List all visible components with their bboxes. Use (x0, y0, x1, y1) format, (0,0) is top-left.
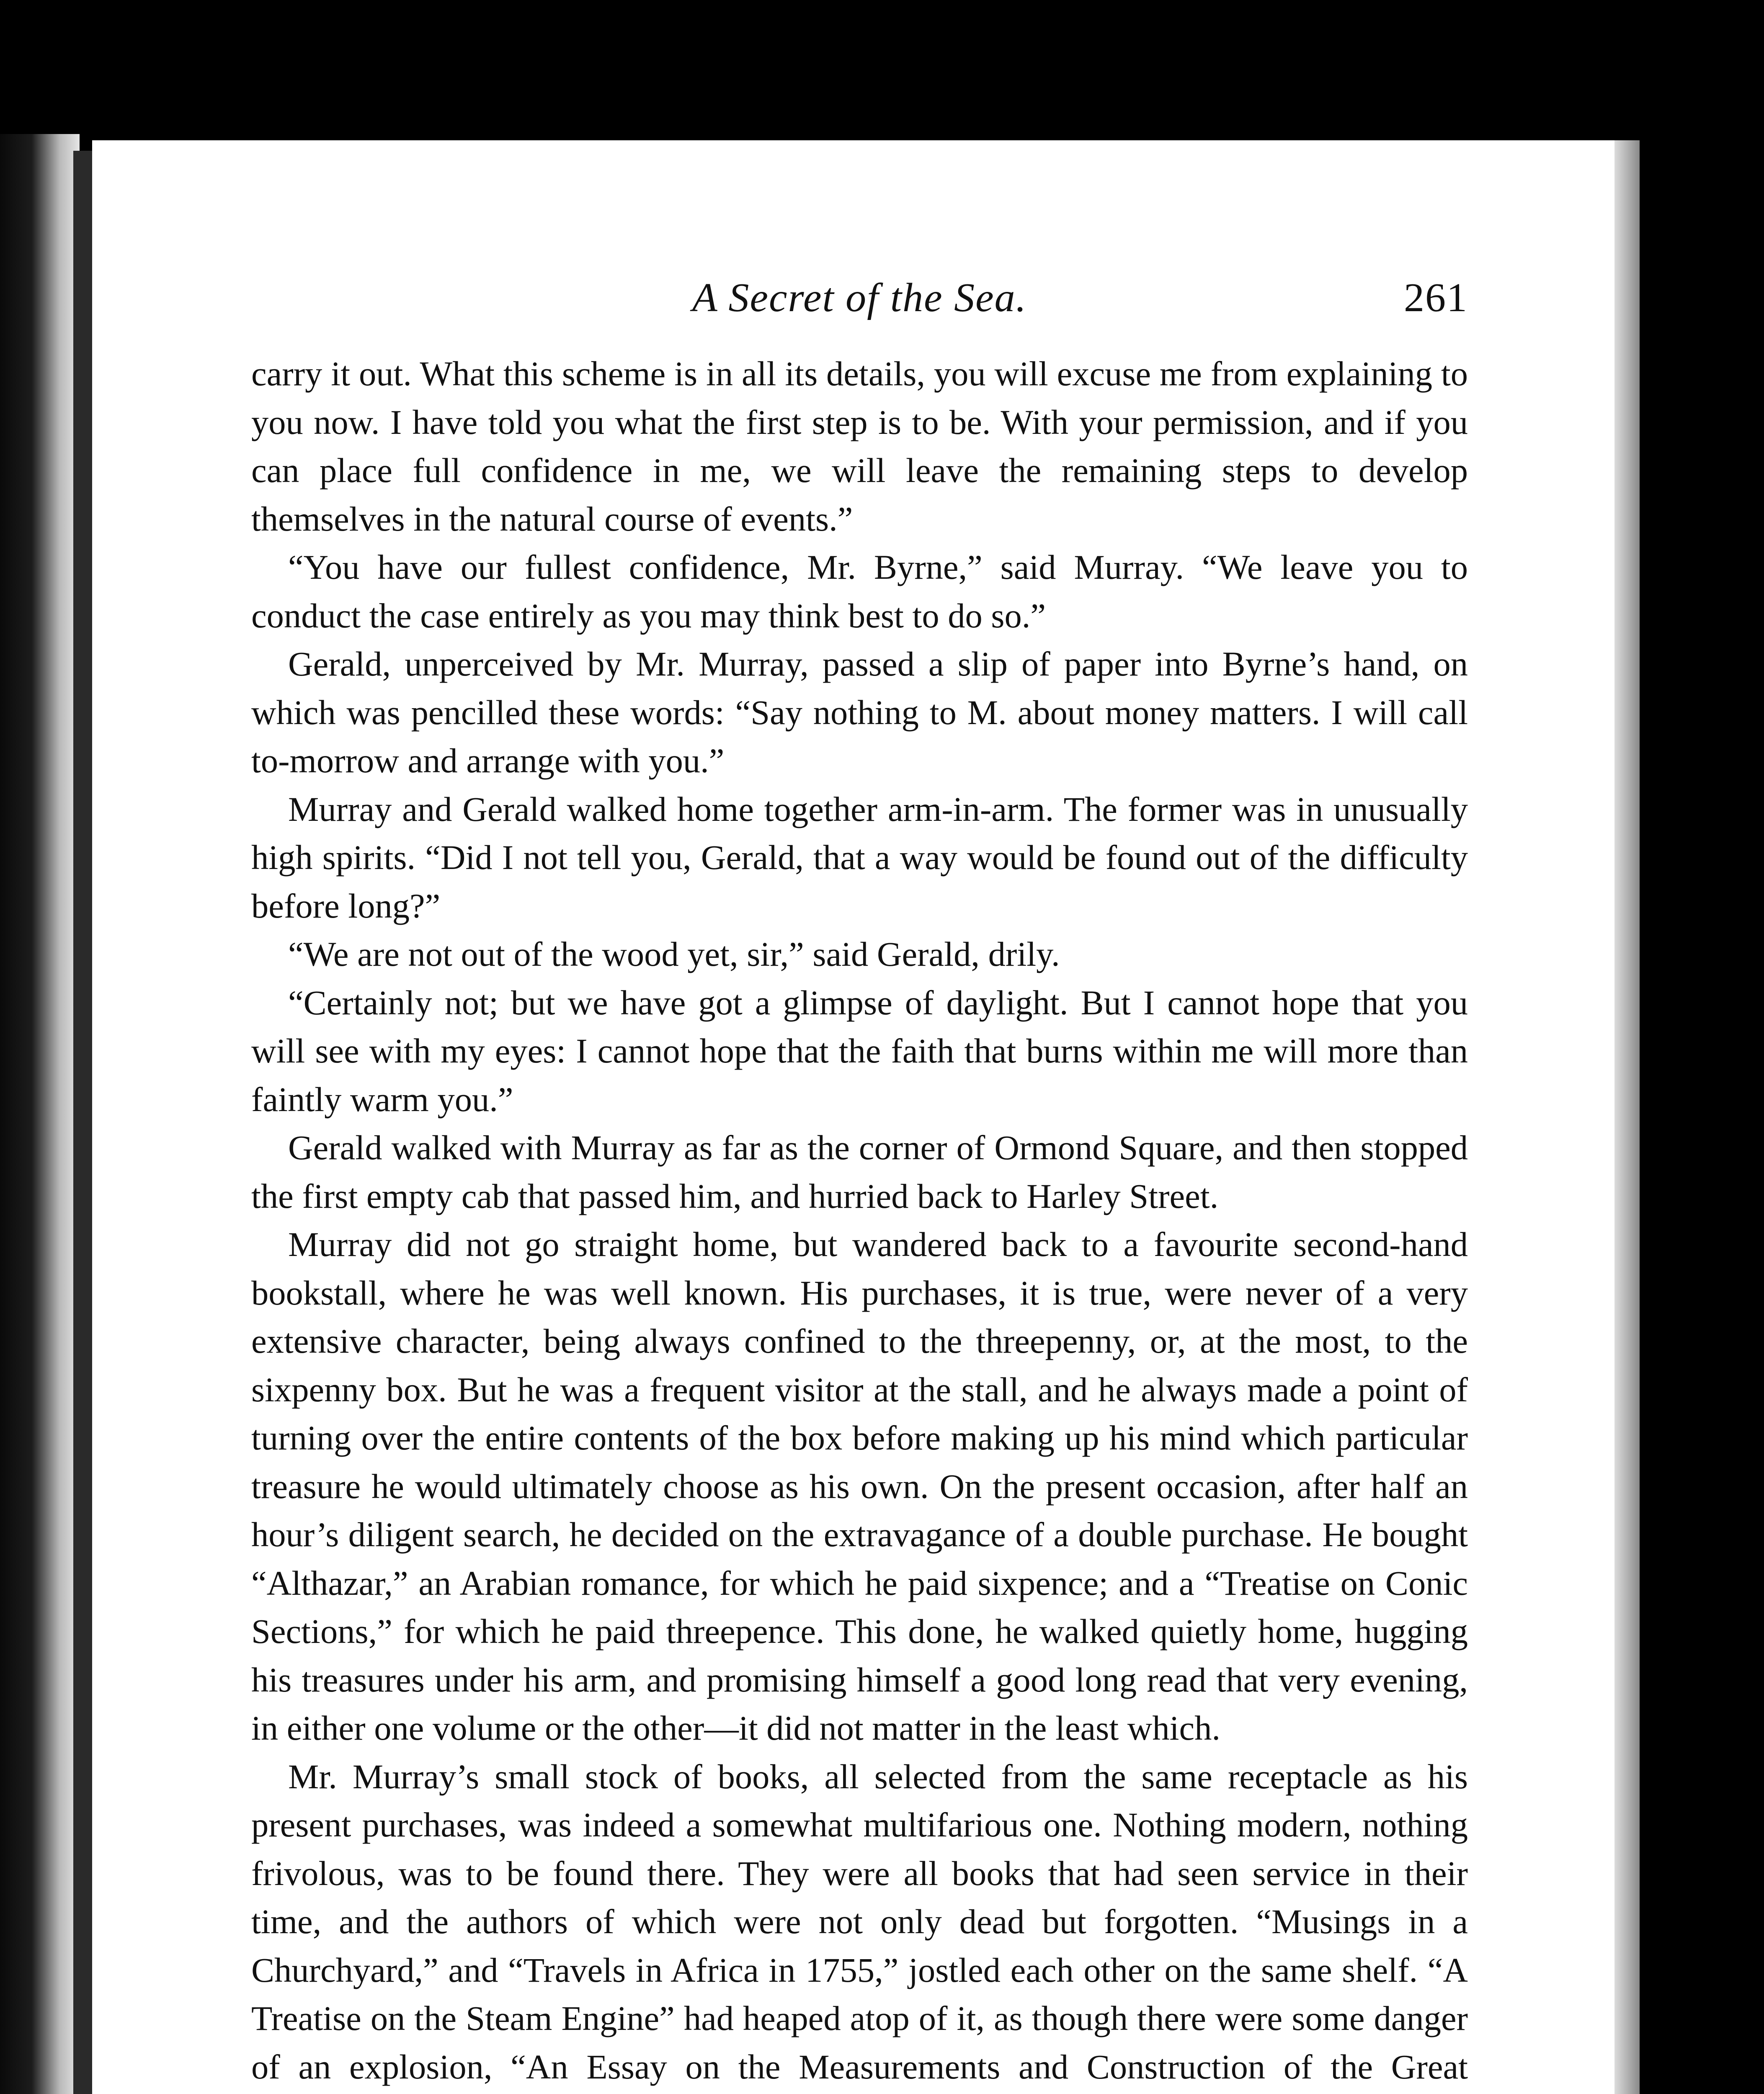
paragraph: Murray and Gerald walked home together arm-in-arm. The former was in unusually high spirits. “Did I not tell you, Gerald, that a way would be found out of the difficulty before long?” (251, 789, 1468, 925)
paragraph: “We are not out of the wood yet, sir,” said Gerald, drily. (288, 935, 1060, 973)
page-number: 261 (1404, 275, 1468, 320)
paragraph: “You have our fullest confidence, Mr. Byrne,” said Murray. “We leave you to conduct the case entirely as you may think best to do so.” (251, 548, 1468, 635)
running-title: A Secret of the Sea. (692, 275, 1027, 320)
paragraph: Mr. Murray’s small stock of books, all selected from the same receptacle as his present purchases, was indeed a somewhat multifarious one. Nothing modern, nothing frivolous, was to be found there. They were all books that had seen service in their time, and the authors of which were not only dead but forgotten. “Musings in a Churchyard,” and “Travels in Africa in 1755,” jostled each other on the same shelf. “A Treatise on the Steam Engine” had heaped atop of it, as though there were some danger of an explosion, “An Essay on the Measurements and Construction of the Great (251, 1757, 1468, 2086)
paragraph-continued: carry it out. What this scheme is in all its details, you will excuse me from explaining to you now. I have told you what the first step is to be. With your permission, and if you can place full confidence in me, we will leave the remaining steps to develop themselves in the natural course of events.” (251, 354, 1468, 538)
page-header (251, 274, 1468, 337)
paragraph: “Certainly not; but we have got a glimpse of daylight. But I cannot hope that you will see with my eyes: I cannot hope that the faith that burns within me will more than faintly warm you.” (251, 983, 1468, 1119)
previous-page-edge (0, 134, 80, 2094)
paragraph: Murray did not go straight home, but wandered back to a favourite second-hand bookstall, where he was well known. His purchases, it is true, were never of a very extensive character, being always confined to the threepenny, or, at the most, to the sixpenny box. But he was a frequent visitor at the stall, and he always made a point of turning over the entire contents of the box before making up his mind which particular treasure he would ultimately choose as his own. On the present occasion, after half an hour’s diligent search, he decided on the extravagance of a double purchase. He bought “Althazar,” an Arabian romance, for which he paid sixpence; and a “Treatise on Conic Sections,” for which he paid threepence. This done, he walked quietly home, hugging his treasures under his arm, and promising himself a good long read that very evening, in either one volume or the other—it did not matter in the least which. (251, 1225, 1468, 1747)
paragraph: Gerald walked with Murray as far as the corner of Ormond Square, and then stopped the first empty cab that passed him, and hurried back to Harley Street. (251, 1128, 1468, 1215)
page-right-edge (1614, 140, 1640, 2094)
body-text (251, 350, 1468, 2094)
paragraph: Gerald, unperceived by Mr. Murray, passed a slip of paper into Byrne’s hand, on which was pencilled these words: “Say nothing to M. about money matters. I will call to-morrow and arrange with you.” (251, 645, 1468, 780)
